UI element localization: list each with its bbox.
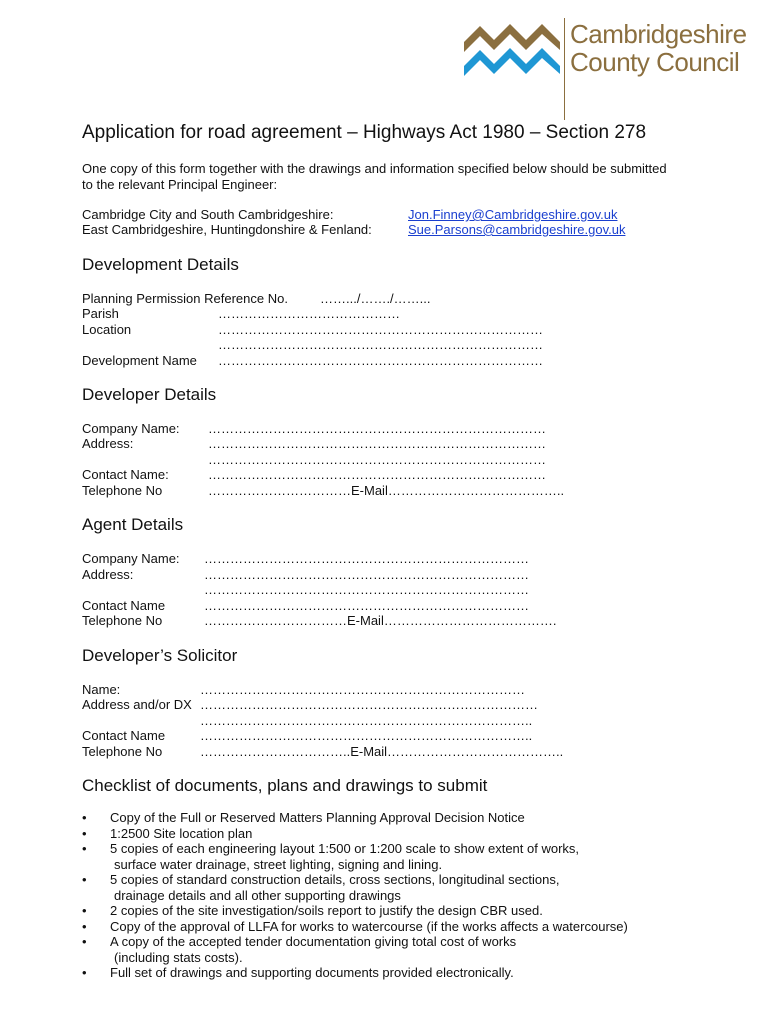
planning-ref-label: Planning Permission Reference No. [82, 291, 288, 306]
bullet-icon: • [82, 918, 87, 934]
solicitor-name-label: Name: [82, 682, 121, 697]
location-field-2[interactable]: ………………………………………………………………… [218, 337, 543, 352]
development-name-field[interactable]: ………………………………………………………………… [218, 353, 543, 368]
agent-contact-field[interactable]: ………………………………………………………………… [204, 598, 529, 613]
checklist-item-text: Copy of the Full or Reserved Matters Planning Approval Decision Notice [110, 810, 525, 825]
checklist-item-text: 1:2500 Site location plan [110, 825, 253, 841]
solicitor-phone-label: Telephone No [82, 744, 163, 759]
developer-company-label: Company Name: [82, 421, 180, 436]
developer-address-field-1[interactable]: …………………………………………………………………… [208, 436, 546, 451]
solicitor-contact-label: Contact Name [82, 728, 166, 743]
page-title: Application for road agreement – Highways Act 1980 – Section 278 [82, 122, 647, 143]
checklist-item-text: 5 copies of each engineering layout 1:500 or 1:200 scale to show extent of works, [110, 841, 580, 856]
parish-field[interactable]: …………………………………… [218, 306, 400, 321]
intro-line-1: One copy of this form together with the drawings and information specified below should be submitted [82, 161, 667, 176]
checklist-item-text: A copy of the accepted tender documentation giving total cost of works [110, 934, 517, 949]
parish-label: Parish [82, 306, 119, 321]
agent-address-field-2[interactable]: ………………………………………………………………… [204, 582, 529, 597]
contact1-email-link[interactable]: Jon.Finney@Cambridgeshire.gov.uk [408, 207, 618, 222]
checklist-item-continuation: surface water drainage, street lighting, signing and lining. [114, 856, 443, 872]
checklist-item [82, 965, 722, 981]
contact2-label: East Cambridgeshire, Huntingdonshire & Fenland: [82, 222, 372, 237]
solicitor-contact-field[interactable]: ………………………………………………………………….. [200, 728, 533, 743]
developer-heading: Developer Details [82, 385, 217, 404]
logo-wordmark [570, 20, 747, 76]
agent-company-field[interactable]: ………………………………………………………………… [204, 551, 529, 566]
logo-line-2: County Council [570, 47, 740, 77]
checklist-item-continuation: (including stats costs). [114, 949, 243, 965]
checklist-item [82, 826, 722, 842]
solicitor-phone-email-field[interactable]: ……………………………..E-Mail………………………………….. [200, 744, 564, 759]
checklist-item [82, 810, 722, 826]
development-heading: Development Details [82, 255, 239, 274]
checklist [82, 810, 722, 981]
location-field-1[interactable]: ………………………………………………………………… [218, 322, 543, 337]
solicitor-name-field[interactable]: ………………………………………………………………… [200, 682, 525, 697]
bullet-icon: • [82, 810, 87, 825]
bullet-icon: • [82, 934, 87, 949]
developer-address-label: Address: [82, 436, 134, 451]
contact2-email-link[interactable]: Sue.Parsons@cambridgeshire.gov.uk [408, 222, 626, 237]
developer-contact-label: Contact Name: [82, 467, 169, 482]
solicitor-heading: Developer’s Solicitor [82, 646, 238, 665]
developer-address-field-2[interactable]: …………………………………………………………………… [208, 452, 546, 467]
intro-line-2: to the relevant Principal Engineer: [82, 177, 278, 192]
checklist-item [82, 919, 722, 935]
checklist-item [82, 903, 722, 919]
checklist-item [82, 841, 722, 872]
agent-heading: Agent Details [82, 515, 184, 534]
checklist-item-text: Copy of the approval of LLFA for works to watercourse (if the works affects a watercourse) [110, 918, 628, 934]
agent-contact-label: Contact Name [82, 598, 166, 613]
developer-contact-field[interactable]: …………………………………………………………………… [208, 467, 546, 482]
bullet-icon: • [82, 825, 87, 841]
council-logo [464, 18, 754, 123]
planning-ref-field[interactable]: …….../……./……... [320, 291, 431, 306]
waves-logo-icon [464, 20, 560, 76]
agent-company-label: Company Name: [82, 551, 180, 566]
checklist-item-text: Full set of drawings and supporting documents provided electronically. [110, 965, 514, 980]
development-name-label: Development Name [82, 353, 197, 368]
agent-address-field-1[interactable]: ………………………………………………………………… [204, 567, 529, 582]
solicitor-address-field-1[interactable]: …………………………………………………………………… [200, 697, 538, 712]
checklist-item [82, 934, 722, 965]
bullet-icon: • [82, 872, 87, 887]
agent-address-label: Address: [82, 567, 134, 582]
solicitor-address-field-2[interactable]: ………………………………………………………………….. [200, 713, 533, 728]
logo-line-1: Cambridgeshire [570, 19, 747, 49]
developer-company-field[interactable]: …………………………………………………………………… [208, 421, 546, 436]
agent-phone-label: Telephone No [82, 613, 163, 628]
contact1-label: Cambridge City and South Cambridgeshire: [82, 207, 334, 222]
solicitor-address-label: Address and/or DX [82, 697, 192, 712]
checklist-item-text: 5 copies of standard construction details, cross sections, longitudinal sections, [110, 872, 560, 887]
checklist-item-continuation: drainage details and all other supporting drawings [114, 887, 401, 903]
logo-divider [564, 18, 565, 120]
checklist-item [82, 872, 722, 903]
location-label: Location [82, 322, 132, 337]
bullet-icon: • [82, 841, 87, 856]
checklist-heading: Checklist of documents, plans and drawings to submit [82, 776, 488, 795]
bullet-icon: • [82, 965, 87, 980]
checklist-item-text: 2 copies of the site investigation/soils report to justify the design CBR used. [110, 903, 543, 918]
developer-phone-email-field[interactable]: ……………………………E-Mail………………………………….. [208, 483, 565, 498]
developer-phone-label: Telephone No [82, 483, 163, 498]
bullet-icon: • [82, 903, 87, 918]
agent-phone-email-field[interactable]: ……………………………E-Mail…………………………………. [204, 613, 557, 628]
